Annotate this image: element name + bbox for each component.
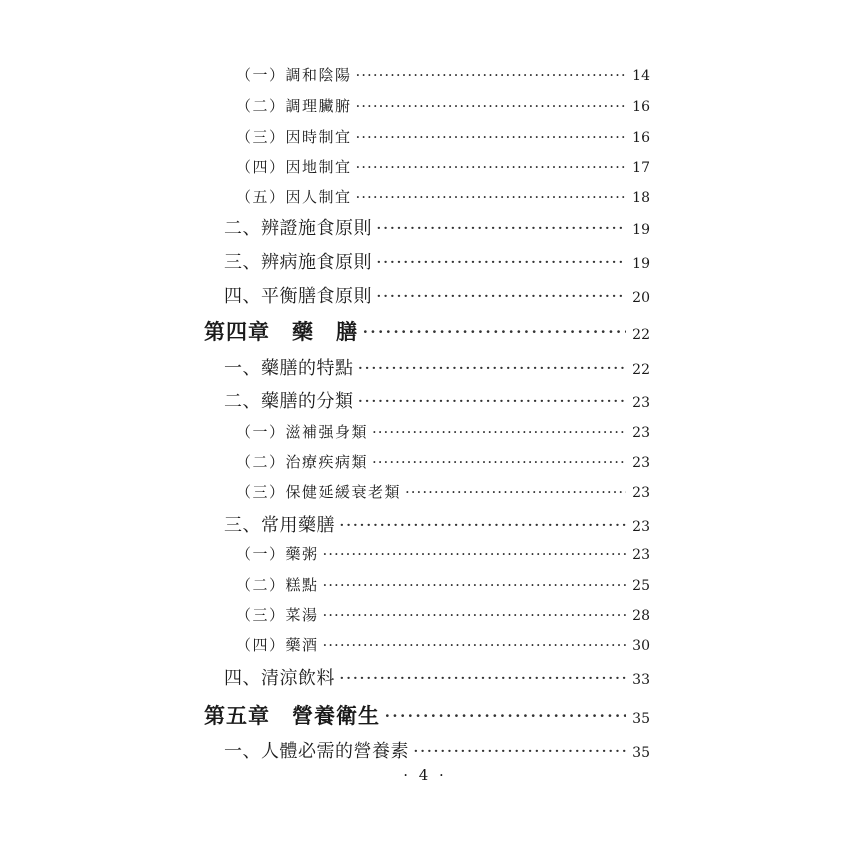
dot-leader (376, 286, 626, 307)
dot-leader (384, 704, 626, 728)
toc-entry-label: 四、清涼飲料 (224, 668, 335, 689)
toc-entry-page: 35 (632, 711, 650, 727)
toc-entry (236, 421, 650, 442)
dot-leader (376, 218, 626, 239)
toc-entry (236, 95, 650, 116)
toc-entry-label: 三、常用藥膳 (224, 515, 335, 536)
toc-entry (236, 64, 650, 85)
toc-entry (224, 282, 650, 308)
dot-leader (356, 158, 626, 176)
toc-entry-label: 二、藥膳的分類 (224, 391, 354, 412)
dot-leader (339, 668, 626, 689)
toc-entry (236, 634, 650, 655)
toc-entry-label: 一、藥膳的特點 (224, 358, 354, 379)
toc-entry-label: （二）調理臟腑 (236, 97, 352, 115)
toc-entry-label: （四）藥酒 (236, 636, 319, 654)
toc-entry-page: 35 (632, 745, 650, 761)
dot-leader (362, 320, 626, 344)
dot-leader (339, 515, 626, 536)
toc-entry-label: 第四章 藥 膳 (204, 319, 358, 344)
dot-leader (358, 358, 627, 379)
toc-entry-page: 14 (632, 68, 650, 84)
toc-entry (236, 481, 650, 502)
toc-entry-page: 23 (632, 547, 650, 563)
toc-entry-page: 33 (632, 672, 650, 688)
toc-entry (224, 387, 650, 413)
dot-leader (356, 66, 626, 84)
toc-entry (236, 543, 650, 564)
toc-entry-label: （三）因時制宜 (236, 128, 352, 146)
toc-entry-page: 23 (632, 395, 650, 411)
toc-entry-label: （二）糕點 (236, 576, 319, 594)
dot-leader (323, 545, 626, 563)
toc-entry-label: 第五章 營養衛生 (204, 703, 380, 728)
toc-entry-label: 二、辨證施食原則 (224, 218, 372, 239)
dot-leader (372, 423, 626, 441)
toc-entry (236, 126, 650, 147)
dot-leader (323, 636, 626, 654)
toc-entry-page: 16 (632, 99, 650, 115)
toc-entry-label: （三）保健延緩衰老類 (236, 483, 402, 501)
toc-chapter-entry (204, 316, 650, 346)
toc-entry-page: 22 (632, 362, 650, 378)
toc-entry-label: （三）菜湯 (236, 606, 319, 624)
toc-entry-label: 三、辨病施食原則 (224, 252, 372, 273)
toc-entry (236, 604, 650, 625)
toc-entry-page: 17 (632, 160, 650, 176)
toc-entry-page: 19 (632, 222, 650, 238)
toc-entry (236, 156, 650, 177)
dot-leader (323, 576, 626, 594)
toc-entry (236, 451, 650, 472)
dot-leader (376, 252, 626, 273)
toc-entry-page: 25 (632, 578, 650, 594)
toc-entry-page: 20 (632, 290, 650, 306)
toc-entry-page: 23 (632, 519, 650, 535)
page-number: · 4 · (403, 766, 447, 784)
dot-leader (323, 606, 626, 624)
dot-leader (413, 741, 626, 762)
toc-entry-page: 23 (632, 485, 650, 501)
toc-entry-label: （四）因地制宜 (236, 158, 352, 176)
toc-entry (224, 664, 650, 690)
toc-entry-label: （一）調和陰陽 (236, 66, 352, 84)
toc-chapter-entry (204, 700, 650, 730)
toc-entry (224, 248, 650, 274)
toc-entry-page: 16 (632, 130, 650, 146)
toc-entry (224, 214, 650, 240)
toc-entry-label: 四、平衡膳食原則 (224, 286, 372, 307)
toc-entry-page: 23 (632, 455, 650, 471)
toc-entry-page: 19 (632, 256, 650, 272)
dot-leader (405, 483, 626, 501)
toc-entry (224, 511, 650, 537)
toc-entry-page: 28 (632, 608, 650, 624)
toc-entry-label: 一、人體必需的營養素 (224, 741, 409, 762)
toc-entry-page: 23 (632, 425, 650, 441)
toc-entry-page: 30 (632, 638, 650, 654)
dot-leader (356, 188, 626, 206)
dot-leader (372, 453, 626, 471)
toc-entry-page: 22 (632, 327, 650, 343)
toc-entry-label: （一）滋補强身類 (236, 423, 369, 441)
dot-leader (356, 97, 626, 115)
toc-entry (236, 186, 650, 207)
toc-entry (224, 354, 650, 380)
dot-leader (356, 128, 626, 146)
toc-entry-label: （二）治療疾病類 (236, 453, 369, 471)
toc-entry-label: （一）藥粥 (236, 545, 319, 563)
toc-entry (236, 574, 650, 595)
dot-leader (358, 391, 627, 412)
toc-entry-label: （五）因人制宜 (236, 188, 352, 206)
toc-entry (224, 737, 650, 763)
toc-entry-page: 18 (632, 190, 650, 206)
